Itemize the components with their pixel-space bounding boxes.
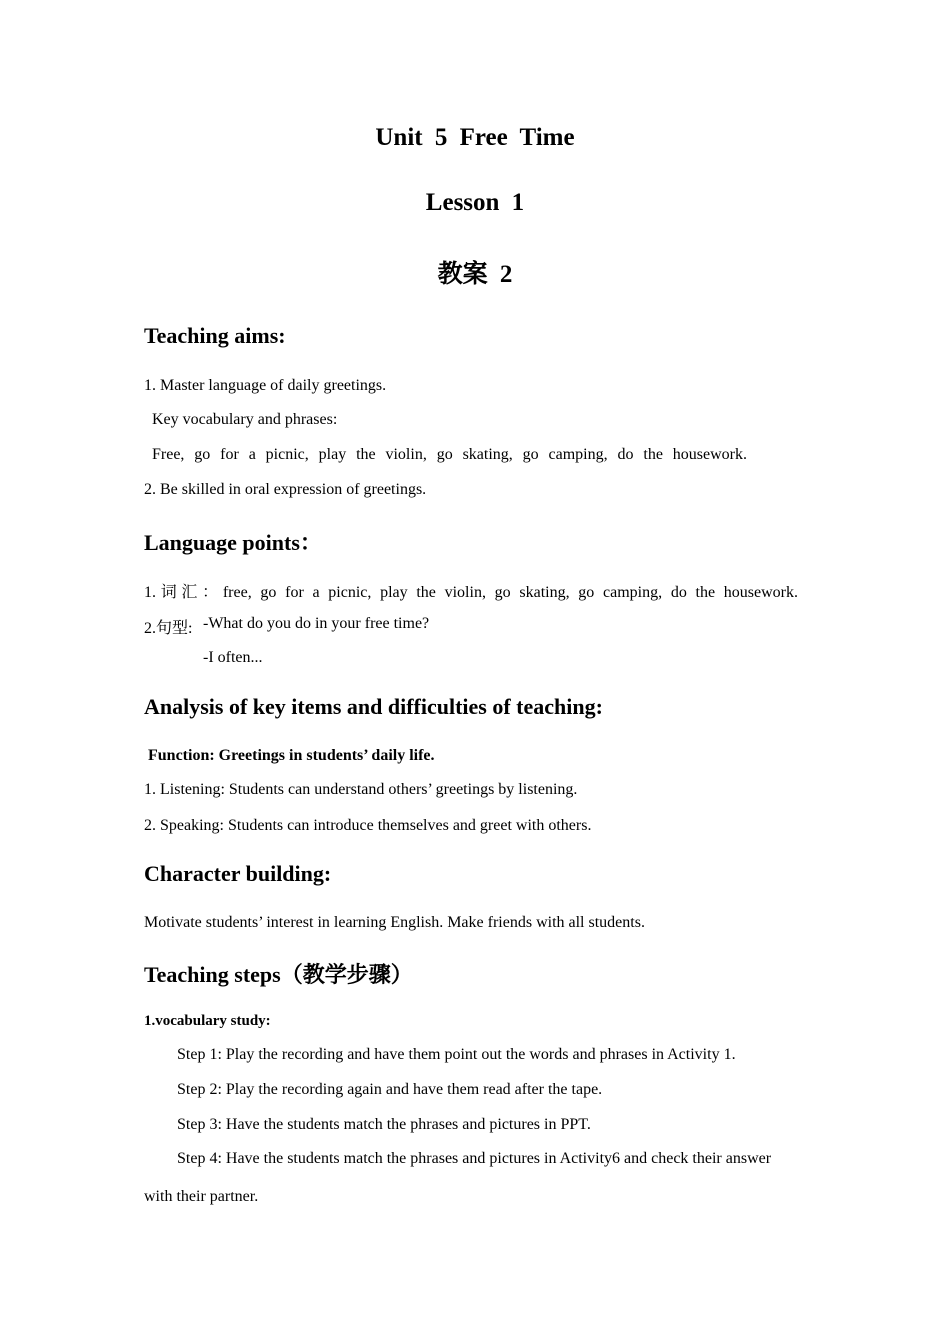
pattern-label: 2.句型: [144, 620, 193, 637]
step-3: Step 3: Have the students match the phrases and pictures in PPT. [177, 1116, 591, 1133]
vocab-study-sub: 1.vocabulary study: [144, 1013, 271, 1029]
lesson-title: Lesson 1 [425, 189, 525, 216]
listening-line: 1. Listening: Students can understand others’ greetings by listening. [144, 781, 578, 798]
analysis-heading: Analysis of key items and difficulties of teaching: [144, 694, 603, 719]
pattern-answer: -I often... [203, 649, 263, 666]
step-4: Step 4: Have the students match the phrases and pictures in Activity6 and check their answer [177, 1150, 772, 1167]
aims-item-2: 2. Be skilled in oral expression of greetings. [144, 481, 427, 498]
character-heading: Character building: [144, 861, 332, 886]
teaching-aims-heading: Teaching aims: [144, 323, 286, 348]
vocab-list: Free, go for a picnic, play the violin, go skating, go camping, do the housework. [152, 446, 747, 463]
unit-title: Unit 5 Free Time [375, 124, 575, 151]
pattern-question: -What do you do in your free time? [203, 615, 430, 632]
plan-title: 教案 2 [437, 261, 513, 288]
function-line: Function: Greetings in students’ daily life. [148, 747, 435, 764]
language-vocab: 1.词汇：free, go for a picnic, play the violin, go skating, go camping, do the housework. [144, 584, 798, 601]
step-2: Step 2: Play the recording again and have them read after the tape. [177, 1081, 603, 1098]
step-4-continued: with their partner. [144, 1188, 259, 1205]
step-1: Step 1: Play the recording and have them point out the words and phrases in Activity 1. [177, 1046, 736, 1063]
aims-item-1: 1. Master language of daily greetings. [144, 377, 387, 394]
character-text: Motivate students’ interest in learning English. Make friends with all students. [144, 914, 645, 931]
speaking-line: 2. Speaking: Students can introduce themselves and greet with others. [144, 817, 592, 834]
language-points-heading: Language points： [144, 530, 322, 555]
steps-heading: Teaching steps（教学步骤） [144, 962, 413, 987]
vocab-label: Key vocabulary and phrases: [152, 411, 338, 428]
